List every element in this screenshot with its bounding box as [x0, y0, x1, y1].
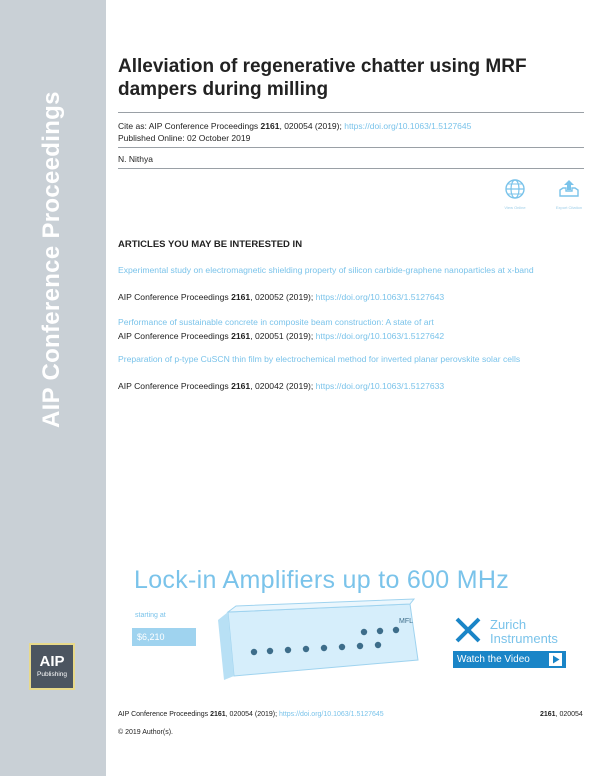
article-title: Alleviation of regenerative chatter using MRF dampers during milling	[118, 56, 527, 100]
ref-prefix: AIP Conference Proceedings	[118, 331, 232, 341]
ref-rest: , 020042 (2019);	[250, 381, 316, 391]
brand-name	[490, 618, 558, 646]
footer-cite-prefix: AIP Conference Proceedings	[118, 711, 211, 718]
watch-video-label: Watch the Video	[457, 654, 530, 665]
ref-volume: 2161	[231, 292, 251, 302]
author-name: N. Nithya	[118, 154, 153, 164]
footer-page-id: , 020054	[555, 711, 583, 718]
divider	[118, 112, 584, 113]
aip-publishing-logo[interactable]	[29, 643, 75, 690]
related-article-title[interactable]: Preparation of p-type CuSCN thin film by electrochemical method for inverted planar perovskite solar cells	[118, 354, 521, 364]
logo-line2: Publishing	[37, 671, 67, 678]
related-heading: ARTICLES YOU MAY BE INTERESTED IN	[118, 239, 303, 250]
footer-copyright: © 2019 Author(s).	[118, 729, 173, 736]
ad-headline: Lock-in Amplifiers up to 600 MHz	[134, 566, 510, 594]
journal-title-vertical: AIP Conference Proceedings	[38, 91, 65, 428]
globe-icon	[504, 178, 526, 200]
lock-in-amplifier-device-image	[214, 596, 424, 682]
footer-cite-rest: , 020054 (2019);	[225, 711, 279, 718]
watch-video-button[interactable]	[453, 651, 566, 668]
related-article-ref	[118, 331, 578, 342]
view-online-button[interactable]	[500, 178, 530, 210]
export-citation-button[interactable]	[552, 178, 586, 210]
ad-starting-label: starting at	[135, 612, 166, 619]
export-icon	[557, 178, 581, 200]
cite-line	[118, 121, 471, 131]
device-label: MFL	[399, 618, 413, 625]
ad-price: $6,210	[132, 628, 196, 646]
ref-rest: , 020052 (2019);	[250, 292, 316, 302]
logo-line1: AIP	[39, 653, 65, 670]
related-doi-link[interactable]: https://doi.org/10.1063/1.5127643	[315, 292, 445, 302]
sidebar	[0, 0, 106, 776]
ref-prefix: AIP Conference Proceedings	[118, 292, 232, 302]
ref-prefix: AIP Conference Proceedings	[118, 381, 232, 391]
related-doi-link[interactable]: https://doi.org/10.1063/1.5127642	[315, 331, 445, 341]
ref-volume: 2161	[231, 381, 251, 391]
footer-page-number	[540, 711, 583, 718]
footer-citation	[118, 711, 384, 718]
related-article-ref	[118, 381, 578, 392]
published-date: Published Online: 02 October 2019	[118, 133, 251, 143]
advertisement-banner[interactable]	[118, 560, 584, 684]
footer-page-volume: 2161	[540, 711, 556, 718]
ref-rest: , 020051 (2019);	[250, 331, 316, 341]
related-article-title[interactable]: Experimental study on electromagnetic shielding property of silicon carbide-graphene nanoparticles at x-band	[118, 265, 534, 275]
divider	[118, 147, 584, 148]
cite-prefix: Cite as: AIP Conference Proceedings	[118, 121, 261, 131]
brand-line1: Zurich	[490, 617, 527, 632]
related-article-title[interactable]: Performance of sustainable concrete in composite beam construction: A state of art	[118, 317, 434, 327]
footer-volume: 2161	[210, 711, 226, 718]
related-doi-link[interactable]: https://doi.org/10.1063/1.5127633	[315, 381, 445, 391]
footer-doi-link[interactable]: https://doi.org/10.1063/1.5127645	[279, 711, 384, 718]
brand-line2: Instruments	[490, 631, 558, 646]
cite-rest: , 020054 (2019);	[279, 121, 345, 131]
related-article-ref	[118, 292, 578, 303]
view-online-label: View Online	[504, 205, 526, 210]
play-icon	[549, 653, 562, 666]
ref-volume: 2161	[231, 331, 251, 341]
divider	[118, 168, 584, 169]
cite-volume: 2161	[260, 121, 280, 131]
zurich-instruments-logo-icon	[454, 616, 482, 644]
export-citation-label: Export Citation	[555, 205, 583, 210]
article-doi-link[interactable]: https://doi.org/10.1063/1.5127645	[344, 121, 472, 131]
